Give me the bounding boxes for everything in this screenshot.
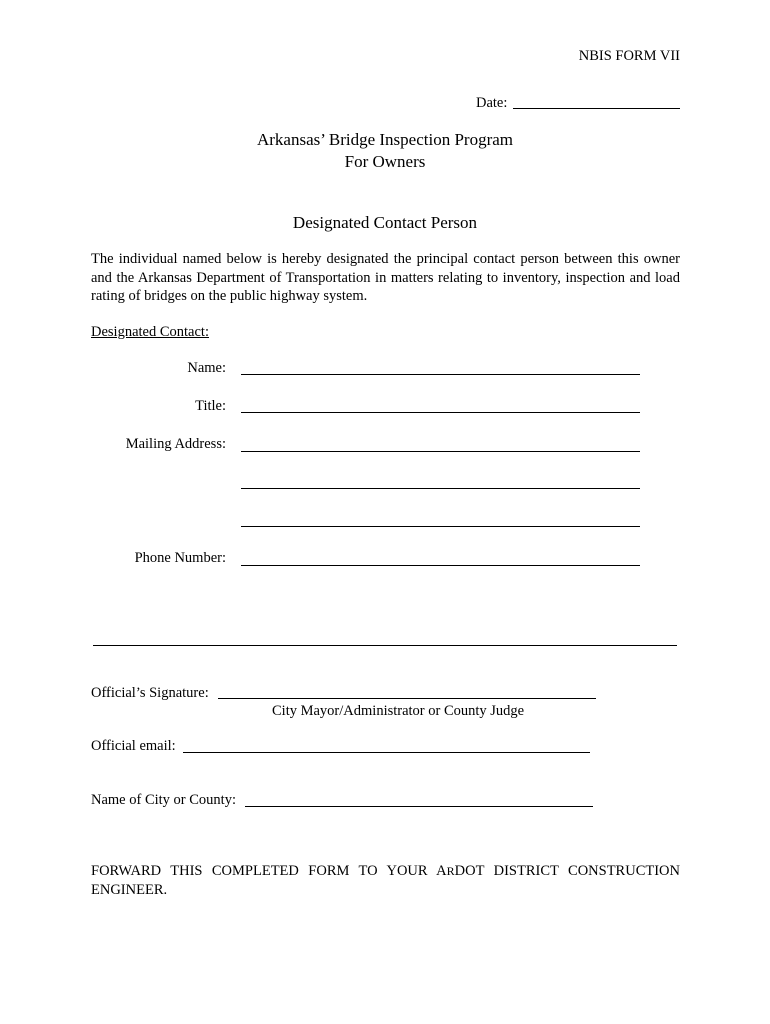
form-number: NBIS FORM VII: [578, 48, 680, 64]
designated-contact-heading: Designated Contact:: [91, 324, 209, 340]
title-field[interactable]: [241, 412, 640, 413]
section-divider: [93, 645, 677, 646]
official-email-label: Official email:: [91, 738, 176, 754]
mailing-address-field-line-3[interactable]: [241, 526, 640, 527]
instruction-text-smallcap: R: [446, 864, 455, 878]
forwarding-instruction: [91, 862, 680, 899]
form-title: Designated Contact Person: [292, 213, 478, 232]
official-signature-field[interactable]: [218, 698, 596, 699]
phone-number-label: Phone Number:: [134, 550, 226, 566]
signature-caption: City Mayor/Administrator or County Judge: [272, 703, 525, 719]
date-label: Date:: [476, 95, 508, 111]
program-subtitle: For Owners: [344, 152, 426, 171]
intro-paragraph: The individual named below is hereby designated the principal contact person between this owner and the Arkansas Department of Transportation in matters relating to inventory, inspection and load rating of bridges on the public highway system.: [91, 251, 680, 304]
city-county-field[interactable]: [245, 806, 593, 807]
phone-number-field[interactable]: [241, 565, 640, 566]
mailing-address-label: Mailing Address:: [125, 436, 226, 452]
official-email-field[interactable]: [183, 752, 590, 753]
instruction-text-start: FORWARD THIS COMPLETED FORM TO YOUR A: [91, 863, 447, 879]
name-field[interactable]: [241, 374, 640, 375]
official-signature-label: Official’s Signature:: [91, 685, 209, 701]
program-title: Arkansas’ Bridge Inspection Program: [256, 130, 514, 149]
mailing-address-field-line-1[interactable]: [241, 451, 640, 452]
date-field[interactable]: [513, 108, 680, 109]
name-label: Name:: [187, 360, 226, 376]
mailing-address-field-line-2[interactable]: [241, 488, 640, 489]
city-county-label: Name of City or County:: [91, 792, 236, 808]
title-label: Title:: [195, 398, 226, 414]
instruction-text-end: DOT DISTRICT CONSTRUCTION ENGINEER.: [91, 863, 680, 898]
